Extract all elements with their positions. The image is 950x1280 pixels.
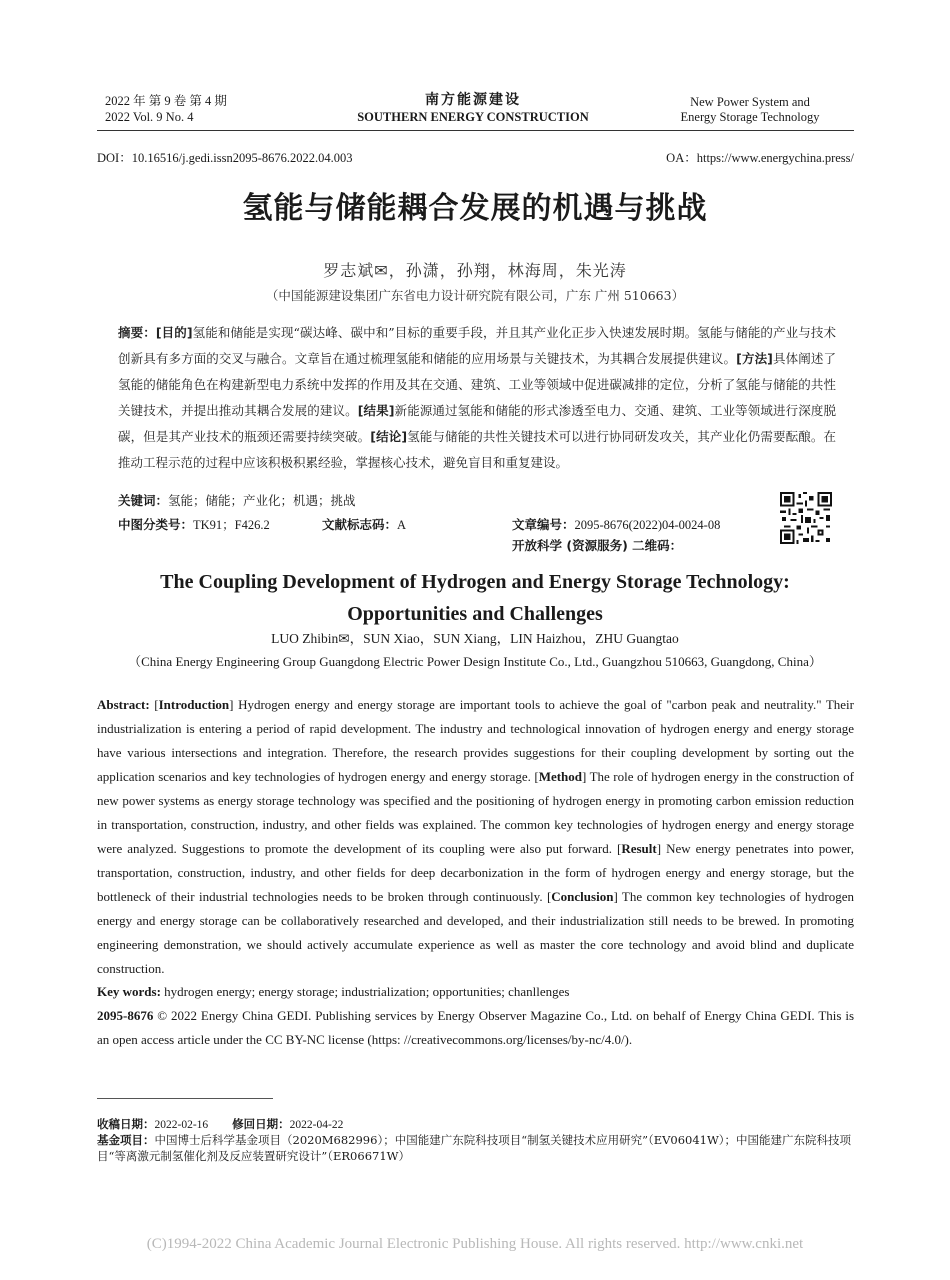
header-rule xyxy=(97,130,854,131)
abstract-en-conclusion: The common key technologies of hydrogen energy and energy storage can be collaboratively researched and developed, and their industrialization still needs to be brewed. In promoting engineering demonstration, we should actively accumulate experience as well as master the core technology and avoid blind and duplicate construction. xyxy=(97,889,854,976)
keywords-cn-label: 关键词： xyxy=(118,493,169,508)
section-line2: Energy Storage Technology xyxy=(680,110,820,124)
doi[interactable]: DOI：10.16516/j.gedi.issn2095-8676.2022.04.003 xyxy=(97,151,353,165)
journal-name-cn: 南方能源建设 xyxy=(425,92,521,108)
classification-label: 中图分类号： xyxy=(118,517,194,532)
affiliation-cn: （中国能源建设集团广东省电力设计研究院有限公司，广东 广州 510663） xyxy=(265,288,685,303)
authors-en: LUO Zhibin✉，SUN Xiao，SUN Xiang，LIN Haizhou，ZHU Guangtao xyxy=(271,631,679,646)
affiliation-en: （China Energy Engineering Group Guangdong Electric Power Design Institute Co., Ltd., Guangzhou 510663, Guangdong, China） xyxy=(128,654,822,669)
abstract-cn-tag-conclusion: [结论] xyxy=(370,429,408,444)
received-date: 2022-02-16 xyxy=(154,1119,209,1131)
received-label: 收稿日期： xyxy=(97,1117,155,1131)
abstract-en-method: The role of hydrogen energy in the construction of new power systems as energy storage technology was specified and the positioning of hydrogen energy in promoting carbon emission reduction in transportation, construction, industry, and other fields was explained. The common key technologies of hydrogen energy and energy storage were analyzed. Suggestions to promote the development of its coupling were also put forward. xyxy=(97,769,854,856)
fund-text: 中国博士后科学基金项目（2020M682996）；中国能建广东院科技项目“制氢关键技术应用研究”（EV06041W）；中国能建广东院科技项目“等离激元制氢催化剂及反应装置研究设计”（ER06671W） xyxy=(97,1133,852,1163)
keywords-en-text: hydrogen energy; energy storage; industrialization; opportunities; chanllenges xyxy=(164,984,570,999)
oa-link[interactable]: OA：https://www.energychina.press/ xyxy=(666,151,854,165)
doc-code-value: A xyxy=(397,518,407,532)
section-name xyxy=(660,95,840,125)
abstract-cn xyxy=(118,320,836,476)
revised-label: 修回日期： xyxy=(232,1117,290,1131)
footnote-fund xyxy=(97,1132,854,1164)
abstract-en-tag-method: Method xyxy=(538,769,583,784)
title-cn: 氢能与储能耦合发展的机遇与挑战 xyxy=(242,191,708,226)
abstract-cn-conclusion: 氢能与储能的共性关键技术可以进行协同研发攻关，其产业化仍需要酝酿。在推动工程示范的过程中应该积极积累经验，掌握核心技术，避免盲目和重复建设。 xyxy=(118,429,836,470)
issue-en: 2022 Vol. 9 No. 4 xyxy=(105,110,194,124)
doc-code-label: 文献标志码： xyxy=(322,517,398,532)
abstract-cn-tag-method: [方法] xyxy=(736,351,773,366)
abstract-en-intro: Hydrogen energy and energy storage are important tools to achieve the goal of "carbon peak and neutrality." Their industrialization is entering a period of rapid development. The industry and technological innovation of hydrogen energy and energy storage have various intersections and integration. Therefore, the research provides suggestions for their coupling development by sorting out the application scenarios and key technologies of hydrogen energy and energy storage. xyxy=(97,697,854,784)
journal-name xyxy=(330,92,616,125)
title-en xyxy=(0,566,950,630)
article-number xyxy=(512,515,720,533)
article-number-value: 2095-8676(2022)04-0024-08 xyxy=(574,518,721,532)
revised-date: 2022-04-22 xyxy=(289,1119,344,1131)
abstract-cn-intro: 氢能和储能是实现“碳达峰、碳中和”目标的重要手段，并且其产业化正步入快速发展时期。氢能与储能的产业与技术创新具有多方面的交叉与融合。文章旨在通过梳理氢能和储能的应用场景与关键技术，为其耦合发展提供建议。 xyxy=(118,325,836,366)
section-line1: New Power System and xyxy=(690,95,810,109)
title-en-line2: Opportunities and Challenges xyxy=(347,603,603,625)
abstract-cn-result: 新能源通过氢能和储能的形式渗透至电力、交通、建筑、工业等领域进行深度脱碳，但是其产业技术的瓶颈还需要持续突破。 xyxy=(118,403,836,444)
abstract-en-tag-conclusion: Conclusion xyxy=(551,889,614,904)
fund-label: 基金项目： xyxy=(97,1133,155,1147)
keywords-en xyxy=(97,984,569,1000)
authors-cn: 罗志斌✉，孙潇，孙翔，林海周，朱光涛 xyxy=(323,261,627,280)
journal-name-en: SOUTHERN ENERGY CONSTRUCTION xyxy=(357,110,589,124)
license-text: © 2022 Energy China GEDI. Publishing services by Energy Observer Magazine Co., Ltd. on behalf of Energy China GEDI. This is an open access article under the CC BY-NC license (https: //creativecommons.org/licenses/by-nc/4.0/). xyxy=(97,1008,854,1047)
issue-cn: 2022 年 第 9 卷 第 4 期 xyxy=(105,94,227,108)
abstract-en-tag-intro: Introduction xyxy=(158,697,230,712)
qr-code-icon[interactable] xyxy=(780,492,832,544)
abstract-en-tag-result: Result xyxy=(621,841,657,856)
license xyxy=(97,1004,854,1052)
license-label: 2095-8676 xyxy=(97,1008,154,1023)
classification xyxy=(118,515,270,533)
issue-info xyxy=(105,93,227,125)
abstract-en-result: New energy penetrates into power, transportation, construction, industry, and other fields for deep decarbonization in the form of hydrogen energy and energy storage, but the bottleneck of their industrial technologies needs to be broken through continuously. xyxy=(97,841,854,904)
title-en-line1: The Coupling Development of Hydrogen and Energy Storage Technology: xyxy=(160,571,790,593)
footnote-dates xyxy=(97,1116,343,1132)
doc-code xyxy=(322,515,406,533)
classification-value: TK91；F426.2 xyxy=(193,518,270,532)
abstract-cn-tag-result: [结果] xyxy=(357,403,395,418)
keywords-en-label: Key words: xyxy=(97,984,161,999)
footnote-rule xyxy=(97,1098,273,1099)
article-number-label: 文章编号： xyxy=(512,517,575,532)
copyright-watermark: (C)1994-2022 China Academic Journal Electronic Publishing House. All rights reserved. http://www.cnki.net xyxy=(146,1236,804,1252)
keywords-cn xyxy=(118,491,356,509)
abstract-cn-tag-intro: [目的] xyxy=(155,325,193,340)
keywords-cn-text: 氢能；储能；产业化；机遇；挑战 xyxy=(168,493,356,508)
abstract-en: Abstract: [Introduction] Hydrogen energy and energy storage are important tools to achieve the goal of "carbon peak and neutrality." Their industrialization is entering a period of rapid development. The industry and technological innovation of hydrogen energy and energy storage have various intersections and integration. Therefore, the research provides suggestions for their coupling development by sorting out the application scenarios and key technologies of hydrogen energy and energy storage. [Method] The role of hydrogen energy in the construction of new power systems as energy storage technology was specified and the positioning of hydrogen energy in promoting carbon emission reduction in transportation, construction, industry, and other fields was explained. The common key technologies of hydrogen energy and energy storage were analyzed. Suggestions to promote the development of its coupling were also put forward. [Result] New energy penetrates into power, transportation, construction, industry, and other fields for deep decarbonization in the form of hydrogen energy and energy storage, but the bottleneck of their industrial technologies needs to be broken through continuously. [Conclusion] The common key technologies of hydrogen energy and energy storage can be collaboratively researched and developed, and their industrialization still needs to be brewed. In promoting engineering demonstration, we should actively accumulate experience as well as master the core technology and avoid blind and duplicate construction. xyxy=(97,697,854,976)
abstract-cn-method: 具体阐述了氢能的储能角色在构建新型电力系统中发挥的作用及其在交通、建筑、工业等领域中促进碳减排的定位，分析了氢能与储能的共性关键技术，并提出推动其耦合发展的建议。 xyxy=(118,351,836,418)
abstract-en-label: Abstract: xyxy=(97,697,150,712)
abstract-cn-label: 摘要： xyxy=(118,325,156,340)
qr-label: 开放科学 (资源服务) 二维码： xyxy=(512,538,683,553)
